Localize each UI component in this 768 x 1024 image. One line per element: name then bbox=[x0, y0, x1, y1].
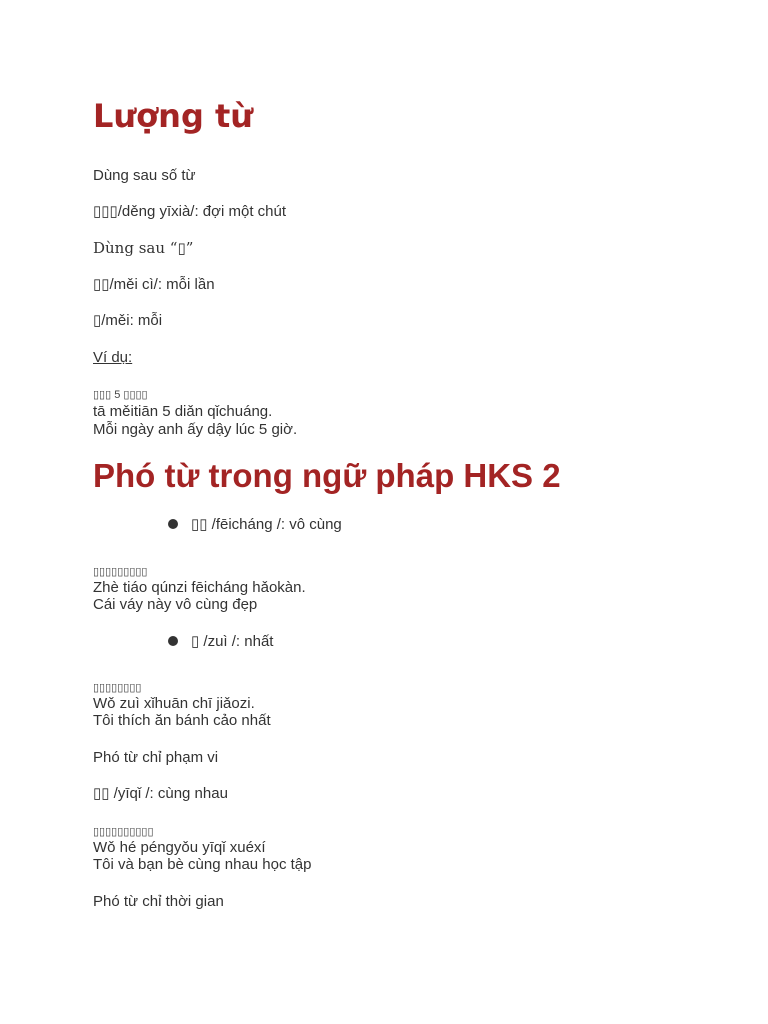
bullet-text: ▯ /zuì /: nhất bbox=[191, 633, 274, 650]
example-meaning: Tôi thích ăn bánh cảo nhất bbox=[93, 712, 271, 729]
hanzi-text: ▯▯▯▯▯▯▯▯▯ bbox=[93, 566, 148, 578]
paragraph-text: Phó từ chỉ phạm vi bbox=[93, 749, 219, 766]
heading-measure-words: Lượng từ bbox=[93, 97, 254, 135]
bullet-text: ▯▯ /fēicháng /: vô cùng bbox=[191, 516, 342, 533]
example-pinyin: tā měitiān 5 diǎn qǐchuáng. bbox=[93, 403, 273, 420]
example-label: Ví dụ: bbox=[93, 349, 133, 366]
vocab-line: ▯▯▯/děng yīxià/: đợi một chút bbox=[93, 203, 287, 220]
paragraph-text: ▯/měi: mỗi bbox=[93, 312, 163, 329]
example-meaning: Mỗi ngày anh ấy dậy lúc 5 giờ. bbox=[93, 421, 298, 438]
paragraph-text: ▯▯ /yīqǐ /: cùng nhau bbox=[93, 785, 228, 802]
example-meaning: Cái váy này vô cùng đẹp bbox=[93, 596, 258, 613]
bullet-dot-icon bbox=[168, 636, 178, 646]
bullet-item bbox=[168, 633, 273, 651]
paragraph-text bbox=[93, 203, 286, 220]
hanzi-text: ▯▯▯ 5 ▯▯▯▯ bbox=[93, 389, 148, 401]
hanzi-text: ▯▯▯▯▯▯▯▯ bbox=[93, 682, 142, 694]
example-pinyin: Zhè tiáo qúnzi fēicháng hǎokàn. bbox=[93, 579, 306, 596]
paragraph-text: Dùng sau số từ bbox=[93, 167, 196, 184]
hanzi-text: ▯▯▯▯▯▯▯▯▯▯ bbox=[93, 826, 154, 838]
example-pinyin: Wǒ zuì xǐhuān chī jiǎozi. bbox=[93, 695, 255, 712]
paragraph-text: Phó từ chỉ thời gian bbox=[93, 893, 224, 910]
example-pinyin: Wǒ hé péngyǒu yīqǐ xuéxí bbox=[93, 839, 266, 856]
example-meaning: Tôi và bạn bè cùng nhau học tập bbox=[93, 856, 312, 873]
heading-adverbs: Phó từ trong ngữ pháp HKS 2 bbox=[93, 457, 561, 494]
paragraph-text: ▯▯/měi cì/: mỗi lần bbox=[93, 276, 215, 293]
paragraph-text: Dùng sau “▯” bbox=[93, 239, 194, 257]
bullet-dot-icon bbox=[168, 519, 178, 529]
example-hanzi bbox=[93, 385, 148, 404]
bullet-item bbox=[168, 516, 342, 534]
